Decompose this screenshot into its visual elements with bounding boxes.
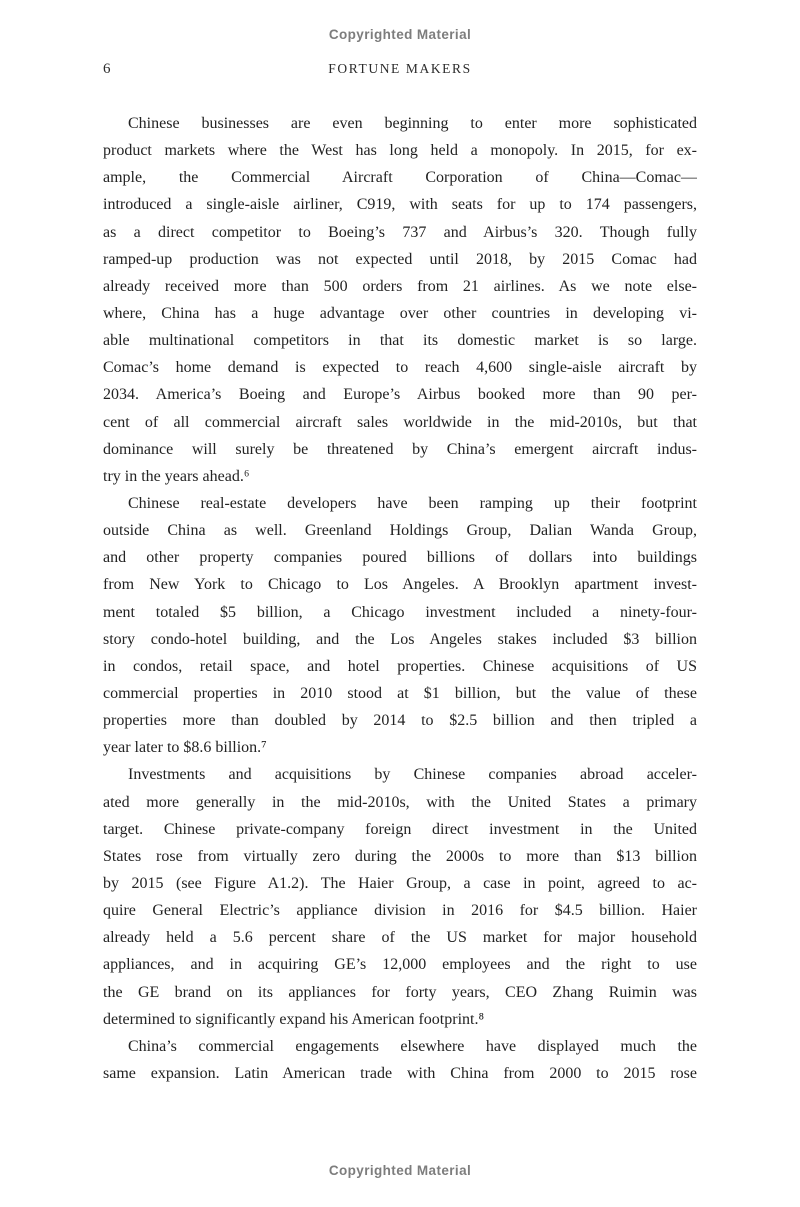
text-line: target. Chinese private-company foreign direct investment in the United bbox=[103, 820, 697, 838]
text-line: commercial properties in 2010 stood at $1 billion, but the value of these bbox=[103, 684, 697, 702]
paragraph bbox=[103, 1033, 697, 1087]
paragraph bbox=[103, 110, 697, 490]
text-line: able multinational competitors in that its domestic market is so large. bbox=[103, 332, 697, 350]
copyright-notice-bottom: Copyrighted Material bbox=[328, 1163, 472, 1178]
text-line: Chinese real-estate developers have been ramping up their footprint bbox=[128, 494, 697, 512]
text-line: story condo-hotel building, and the Los Angeles stakes included $3 billion bbox=[103, 630, 697, 648]
text-line: ramped-up production was not expected until 2018, by 2015 Comac had bbox=[103, 250, 697, 268]
running-head-title: FORTUNE MAKERS bbox=[328, 61, 472, 76]
text-line: and other property companies poured billions of dollars into buildings bbox=[103, 549, 697, 567]
text-line: as a direct competitor to Boeing’s 737 and Airbus’s 320. Though fully bbox=[103, 223, 697, 241]
text-line: in condos, retail space, and hotel properties. Chinese acquisitions of US bbox=[103, 657, 697, 675]
text-line: ment totaled $5 billion, a Chicago investment included a ninety-four- bbox=[103, 603, 697, 621]
text-line: already received more than 500 orders from 21 airlines. As we note else- bbox=[103, 277, 697, 295]
text-line: properties more than doubled by 2014 to $2.5 billion and then tripled a bbox=[103, 712, 697, 730]
text-line: Comac’s home demand is expected to reach 4,600 single-aisle aircraft by bbox=[103, 359, 697, 377]
text-line: the GE brand on its appliances for forty years, CEO Zhang Ruimin was bbox=[103, 983, 697, 1001]
text-line: already held a 5.6 percent share of the US market for major household bbox=[103, 929, 697, 947]
paragraph bbox=[103, 761, 697, 1032]
body-text bbox=[103, 110, 697, 1087]
text-line: by 2015 (see Figure A1.2). The Haier Group, a case in point, agreed to ac- bbox=[103, 874, 697, 892]
page-number: 6 bbox=[103, 61, 111, 77]
text-line: introduced a single-aisle airliner, C919, with seats for up to 174 passengers, bbox=[103, 196, 697, 214]
text-line: cent of all commercial aircraft sales worldwide in the mid-2010s, but that bbox=[103, 413, 697, 431]
text-line: quire General Electric’s appliance division in 2016 for $4.5 billion. Haier bbox=[103, 902, 697, 920]
running-header bbox=[103, 61, 697, 81]
paragraph bbox=[103, 490, 697, 761]
text-line: China’s commercial engagements elsewhere have displayed much the bbox=[128, 1037, 697, 1055]
text-line: product markets where the West has long held a monopoly. In 2015, for ex- bbox=[103, 142, 697, 160]
text-line: same expansion. Latin American trade with China from 2000 to 2015 rose bbox=[103, 1064, 697, 1082]
text-line: year later to $8.6 billion.⁷ bbox=[103, 739, 267, 757]
text-line: try in the years ahead.⁶ bbox=[103, 467, 250, 485]
copyright-notice-top: Copyrighted Material bbox=[328, 27, 472, 42]
text-line: States rose from virtually zero during the 2000s to more than $13 billion bbox=[103, 847, 697, 865]
text-line: from New York to Chicago to Los Angeles. A Brooklyn apartment invest- bbox=[103, 576, 697, 594]
text-line: Chinese businesses are even beginning to enter more sophisticated bbox=[128, 115, 697, 132]
text-line: ample, the Commercial Aircraft Corporation of China—Comac— bbox=[103, 169, 697, 187]
text-line: determined to significantly expand his American footprint.⁸ bbox=[103, 1010, 485, 1028]
text-line: ated more generally in the mid-2010s, with the United States a primary bbox=[103, 793, 697, 811]
text-line: appliances, and in acquiring GE’s 12,000 employees and the right to use bbox=[103, 956, 697, 974]
text-line: where, China has a huge advantage over other countries in developing vi- bbox=[103, 304, 697, 322]
text-line: Investments and acquisitions by Chinese companies abroad acceler- bbox=[128, 766, 697, 784]
text-line: outside China as well. Greenland Holdings Group, Dalian Wanda Group, bbox=[103, 522, 697, 540]
text-line: dominance will surely be threatened by China’s emergent aircraft indus- bbox=[103, 440, 697, 458]
text-line: 2034. America’s Boeing and Europe’s Airbus booked more than 90 per- bbox=[103, 386, 697, 404]
